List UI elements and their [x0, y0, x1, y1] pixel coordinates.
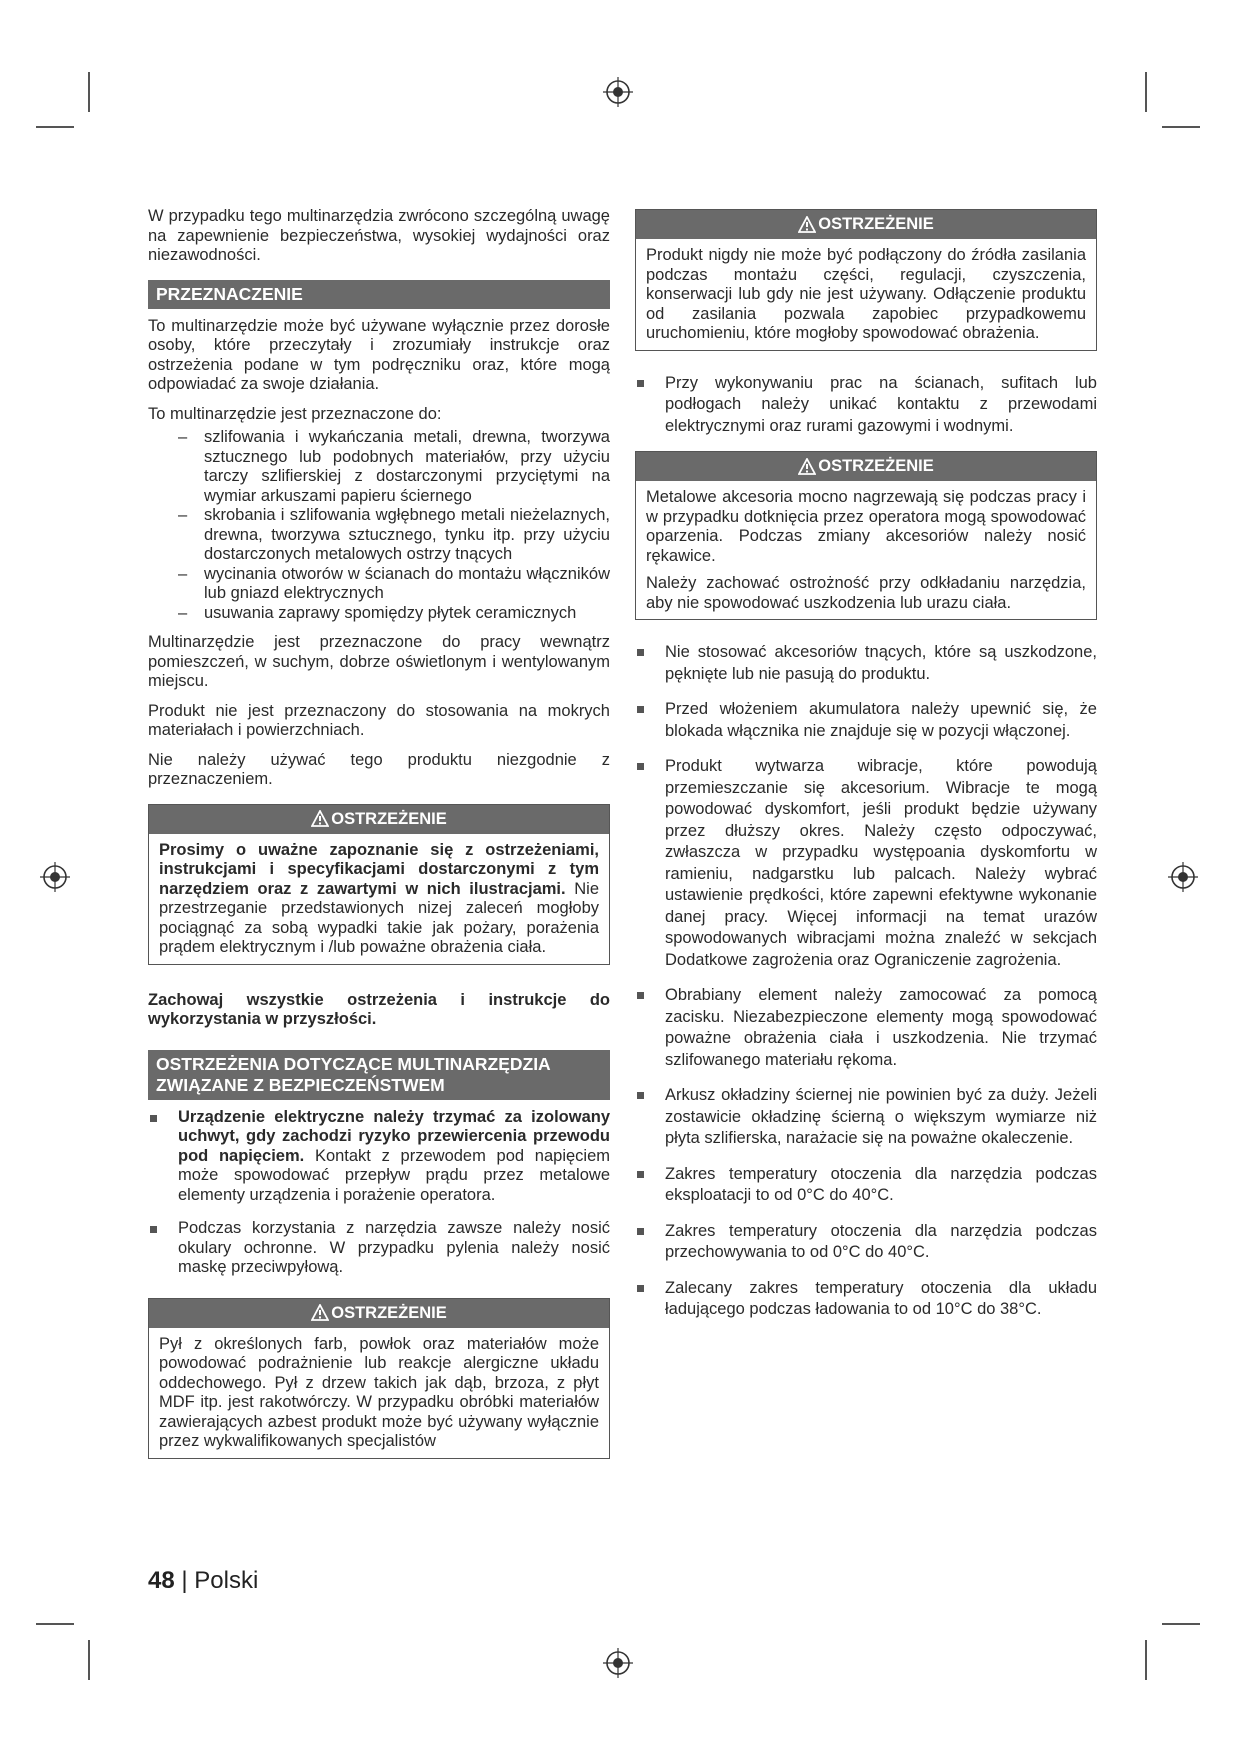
warning-triangle-icon	[798, 458, 816, 476]
square-bullet-icon	[150, 1115, 157, 1122]
square-bullet-icon	[637, 1171, 644, 1178]
warning-text: Należy zachować ostrożność przy odkładaniu narzędzia, aby nie spowodować uszkodzenia lub urazu ciała.	[646, 574, 1086, 612]
list-item: Produkt wytwarza wibracje, które powodują przemieszczanie się akcesorium. Wibracje te mogą powodować dyskomfort, jeśli produkt będzie używany przez dłuższy okres. Należy często odpoczywać, zwłaszcza w przypadku występoania dyskomfortu w ramieniu, nadgarstku lub palcach. Należy wybrać ustawienie prędkości, które zapewni efektywne wykonanie danej pracy. Więcej informacji na temat urazów spowodowanych wibracjami można znaleźć w sekcjach Dodatkowe zagrożenia oraz Ograniczenie zagrożenia.	[635, 756, 1097, 971]
list-item: – wycinania otworów w ścianach do montażu włączników lub gniazd elektrycznych	[178, 564, 610, 602]
square-bullet-icon	[637, 1228, 644, 1235]
list-item: Arkusz okładziny ściernej nie powinien być za duży. Jeżeli zostawicie okładzinę ścierną o większym wymiarze niż płyta szlifierska, narażacie się na poważne okaleczenie.	[635, 1085, 1097, 1150]
square-bullet-icon	[637, 1285, 644, 1292]
warning-triangle-icon	[798, 216, 816, 234]
warning-triangle-icon	[311, 1304, 329, 1322]
list-item: Przed włożeniem akumulatora należy upewnić się, że blokada włącznika nie znajduje się w pozycji włączonej.	[635, 699, 1097, 742]
list-item: Obrabiany element należy zamocować za pomocą zacisku. Niezabezpieczone elementy mogą spowodować poważne obrażenia ciała i uszkodzenia. Nie trzymać szlifowanego materiału rękoma.	[635, 985, 1097, 1071]
list-item: – usuwania zaprawy spomiędzy płytek ceramicznych	[178, 603, 577, 622]
list-item: – skrobania i szlifowania wgłębnego metali nieżelaznych, drewna, tworzywa sztucznego, tynku itp. przy użyciu dostarczonych metalowych ostrzy tnących	[178, 506, 610, 563]
dash-bullet: –	[178, 603, 188, 622]
list-item: Zakres temperatury otoczenia dla narzędzia podczas eksploatacji to od 0°C do 40°C.	[635, 1164, 1097, 1207]
right-column	[635, 209, 1097, 1335]
warning-box	[148, 804, 610, 965]
list-item: Zalecany zakres temperatury otoczenia dla układu ładującego podczas ładowania to od 10°C do 38°C.	[635, 1278, 1097, 1321]
crop-mark	[36, 126, 74, 128]
warning-body	[636, 239, 1096, 350]
registration-mark-icon	[1168, 862, 1198, 892]
warning-text: Pył z określonych farb, powłok oraz materiałów może powodować podrażnienie lub reakcje alergiczne układu oddechowego. Pył z drzew takich jak dąb, brzoza, z płyt MDF itp. jest rakotwórczy. W przypadku obróbki materiałów zawierających azbest produkt może być używany wyłącznie przez wykwalifikowanych specjalistów	[159, 1334, 599, 1450]
warning-body	[149, 1328, 609, 1458]
warning-header	[149, 1299, 609, 1328]
crop-mark	[88, 1640, 90, 1680]
registration-mark-icon	[603, 1648, 633, 1678]
square-bullet-icon	[637, 380, 644, 387]
square-bullet-icon	[637, 992, 644, 999]
warning-body	[636, 481, 1096, 619]
list-item: Przy wykonywaniu prac na ścianach, sufitach lub podłogach należy unikać kontaktu z przewodami elektrycznymi oraz rurami gazowymi i wodnymi.	[635, 373, 1097, 438]
list-item: Podczas korzystania z narzędzia zawsze należy nosić okulary ochronne. W przypadku pylenia należy nosić maskę przeciwpyłową.	[148, 1219, 610, 1278]
purpose-intro: To multinarzędzie jest przeznaczone do:	[148, 404, 442, 423]
list-item: Urządzenie elektryczne należy trzymać za izolowany uchwyt, gdy zachodzi ryzyko przewiercenia przewodu pod napięciem. Kontakt z przewodem pod napięciem może spowodować przepływ prądu przez metalowe elementy urządzenia i porażenie operatora.	[148, 1108, 610, 1206]
warning-text: Metalowe akcesoria mocno nagrzewają się podczas pracy i w przypadku dotknięcia przez operatora mogą spowodować oparzenia. Podczas zmiany akcesoriów należy nosić rękawice.	[646, 488, 1086, 565]
intro-paragraph: W przypadku tego multinarzędzia zwrócono szczególną uwagę na zapewnienie bezpieczeństwa, wysokiej wydajności oraz niezawodności.	[148, 207, 610, 264]
warning-box	[148, 1298, 610, 1459]
wet-materials-paragraph: Produkt nie jest przeznaczony do stosowania na mokrych materiałach i powierzchniach.	[148, 701, 610, 739]
warning-title: OSTRZEŻENIE	[818, 457, 934, 475]
dash-bullet: –	[178, 428, 188, 446]
list-item: Nie stosować akcesoriów tnących, które są uszkodzone, pęknięte lub nie pasują do produktu.	[635, 642, 1097, 685]
crop-mark	[88, 72, 90, 112]
misuse-paragraph: Nie należy używać tego produktu niezgodnie z przeznaczeniem.	[148, 750, 610, 788]
square-bullet-icon	[150, 1226, 157, 1233]
crop-mark	[1162, 1623, 1200, 1625]
safety-bullets	[635, 642, 1097, 1321]
warning-header	[149, 805, 609, 834]
warning-triangle-icon	[311, 810, 329, 828]
warning-title: OSTRZEŻENIE	[818, 215, 934, 233]
list-item: – szlifowania i wykańczania metali, drewna, tworzywa sztucznego lub podobnych materiałów, przy użyciu tarczy szlifierskiej z dostarczonymi przyciętymi na wymiar arkuszami papieru ściernego	[178, 428, 610, 505]
keep-instructions: Zachowaj wszystkie ostrzeżenia i instrukcje do wykorzystania w przyszłości.	[148, 990, 610, 1028]
square-bullet-icon	[637, 706, 644, 713]
warning-title: OSTRZEŻENIE	[331, 1303, 447, 1322]
indoor-use-paragraph: Multinarzędzie jest przeznaczone do pracy wewnątrz pomieszczeń, w suchym, dobrze oświetlonym i wentylowanym miejscu.	[148, 633, 610, 690]
list-item: Zakres temperatury otoczenia dla narzędzia podczas przechowywania to od 0°C do 40°C.	[635, 1221, 1097, 1264]
warning-bold-text: Prosimy o uważne zapoznanie się z ostrzeżeniami, instrukcjami i specyfikacjami dostarczonymi z tym narzędziem oraz z zawartymi w nich ilustracjami.	[159, 840, 599, 898]
purpose-list	[148, 428, 610, 623]
safety-bullets	[148, 1108, 610, 1278]
warning-header	[636, 210, 1096, 239]
warning-box	[635, 451, 1097, 620]
warning-box	[635, 209, 1097, 351]
registration-mark-icon	[603, 77, 633, 107]
square-bullet-icon	[637, 763, 644, 770]
section-heading-safety: OSTRZEŻENIA DOTYCZĄCE MULTINARZĘDZIA ZWIĄZANE Z BEZPIECZEŃSTWEM	[148, 1050, 610, 1100]
footer-language: Polski	[194, 1567, 259, 1594]
section-heading-purpose: PRZEZNACZENIE	[148, 280, 610, 309]
warning-title: OSTRZEŻENIE	[331, 809, 447, 828]
crop-mark	[1162, 126, 1200, 128]
page-footer	[148, 1567, 258, 1595]
dash-bullet: –	[178, 506, 188, 524]
registration-mark-icon	[40, 862, 70, 892]
warning-header	[636, 452, 1096, 481]
safety-bullets	[635, 373, 1097, 438]
square-bullet-icon	[637, 1092, 644, 1099]
warning-text: Nie przestrzeganie przedstawionych nizej zaleceń mogłoby pociągnąć za sobą wypadki takie jak pożary, porażenia prądem elektrycznym i /lub poważne obrażenia ciała.	[159, 879, 599, 956]
page-number: 48	[148, 1567, 175, 1594]
dash-bullet: –	[178, 564, 188, 583]
left-column	[148, 207, 610, 1473]
purpose-paragraph: To multinarzędzie może być używane wyłącznie przez dorosłe osoby, które przeczytały i zrozumiały instrukcje oraz ostrzeżenia podane w tym podręczniku oraz, które mogą odpowiadać za swoje działania.	[148, 316, 610, 393]
warning-text: Produkt nigdy nie może być podłączony do źródła zasilania podczas montażu części, regulacji, czyszczenia, konserwacji lub gdy nie jest używany. Odłączenie produktu od zasilania pozwala zapobiec przypadkowemu uruchomieniu, które mogłoby spowodować obrażenia.	[646, 246, 1086, 342]
square-bullet-icon	[637, 649, 644, 656]
crop-mark	[1145, 72, 1147, 112]
crop-mark	[36, 1623, 74, 1625]
footer-separator: |	[181, 1567, 188, 1594]
warning-body	[149, 834, 609, 964]
crop-mark	[1145, 1640, 1147, 1680]
